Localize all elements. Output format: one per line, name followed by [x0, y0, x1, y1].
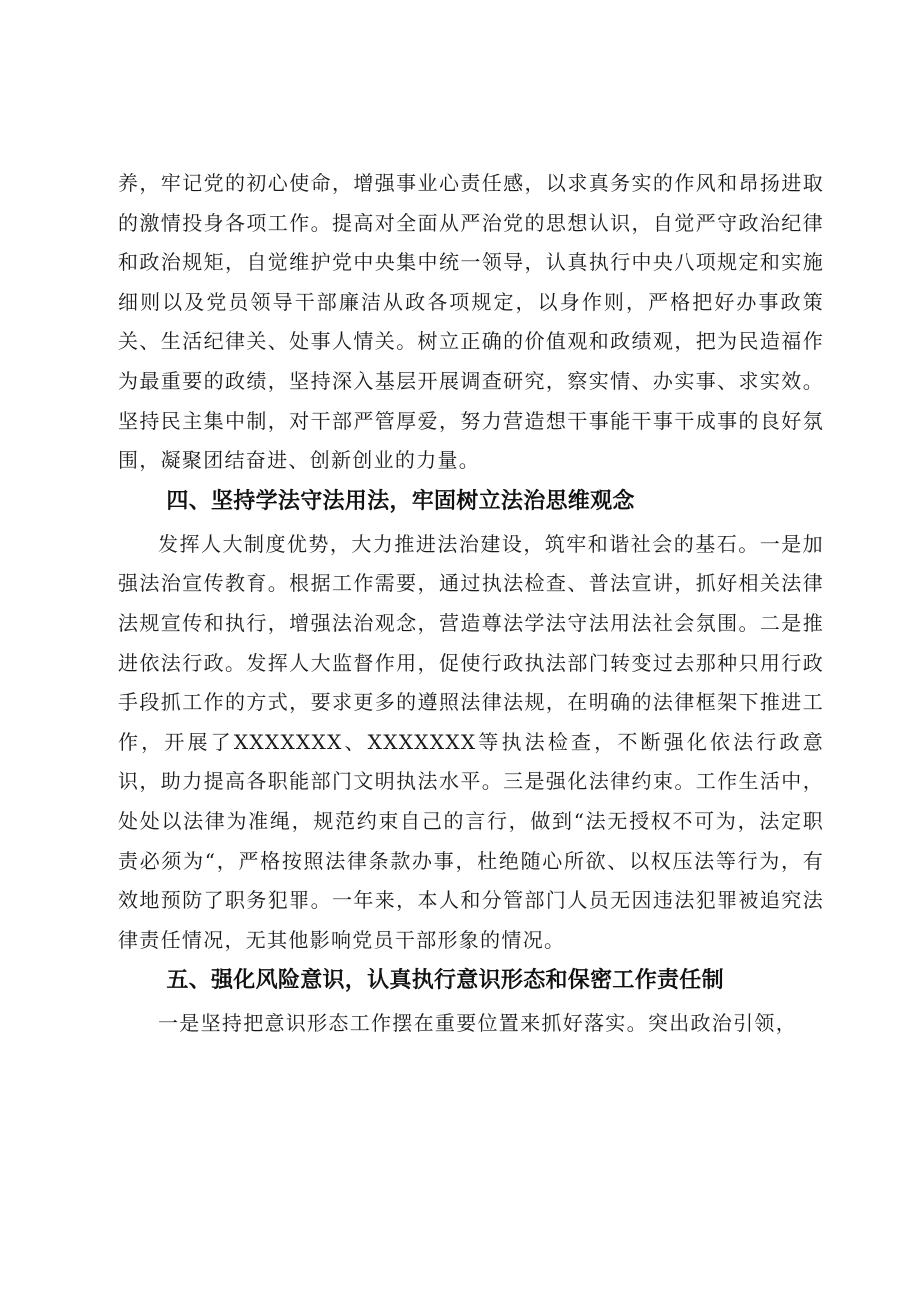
paragraph-ideology: 一是坚持把意识形态工作摆在重要位置来抓好落实。突出政治引领，	[158, 1011, 797, 1036]
section-heading-5: 五、强化风险意识，认真执行意识形态和保密工作责任制	[166, 968, 724, 994]
paragraph-continuation: 养，牢记党的初心使命，增强事业心责任感，以求真务实的作风和昂扬进取的激情投身各项工作。提高对全面从严治党的思想认识，自觉严守政治纪律和政治规矩，自觉维护党中央集中统一领导，认真执行中央八项规定和实施细则以及党员领导干部廉洁从政各项规定，以身作则，严格把好办事政策关、生活纪律关、处事人情关。树立正确的价值观和政绩观，把为民造福作为最重要的政绩，坚持深入基层开展调查研究，察实情、办实事、求实效。坚持民主集中制，对干部严管厚爱，努力营造想干事能干事干成事的良好氛围，凝聚团结奋进、创新创业的力量。	[118, 171, 824, 473]
document-body	[118, 164, 824, 1044]
paragraph-rule-of-law: 发挥人大制度优势，大力推进法治建设，筑牢和谐社会的基石。一是加强法治宣传教育。根据工作需要，通过执法检查、普法宣讲，抓好相关法律法规宣传和执行，增强法治观念，营造尊法学法守法用法社会氛围。二是推进依法行政。发挥人大监督作用，促使行政执法部门转变过去那种只用行政手段抓工作的方式，要求更多的遵照法律法规，在明确的法律框架下推进工作，开展了XXXXXXX、XXXXXXX等执法检查，不断强化依法行政意识，助力提高各职能部门文明执法水平。三是强化法律约束。工作生活中，处处以法律为准绳，规范约束自己的言行，做到“法无授权不可为，法定职责必须为“，严格按照法律条款办事，杜绝随心所欲、以权压法等行为，有效地预防了职务犯罪。一年来，本人和分管部门人员无因违法犯罪被追究法律责任情况，无其他影响党员干部形象的情况。	[118, 531, 824, 952]
section-heading-4: 四、坚持学法守法用法，牢固树立法治思维观念	[166, 488, 635, 514]
